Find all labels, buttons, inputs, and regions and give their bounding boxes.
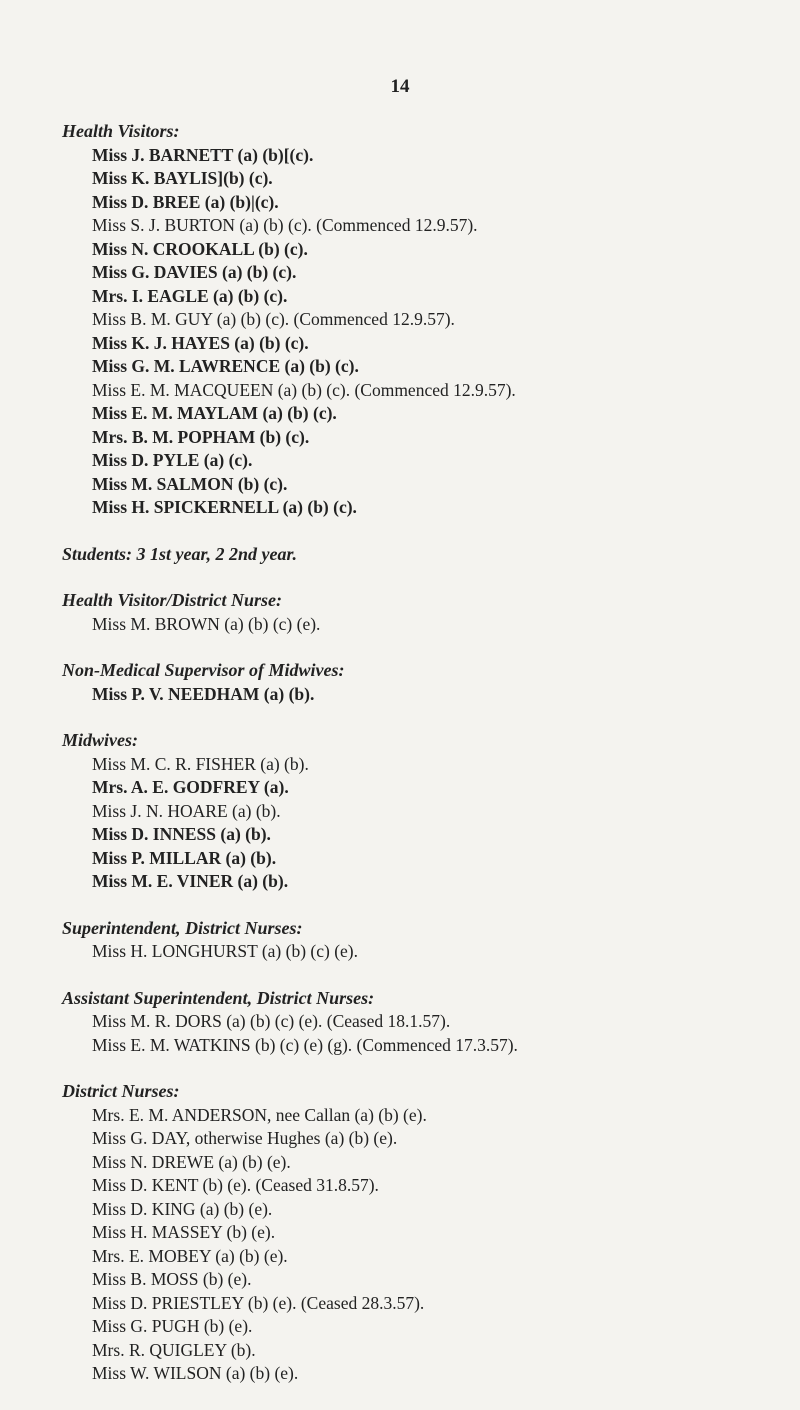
section-heading: Students: 3 1st year, 2 2nd year. [62, 543, 298, 564]
staff-entry: Miss N. DREWE (a) (b) (e). [92, 1151, 291, 1172]
staff-entry: Miss B. M. GUY (a) (b) (c). (Commenced 12.9.57). [92, 309, 455, 329]
staff-section [62, 987, 780, 1058]
staff-entry: Miss H. MASSEY (b) (e). [92, 1222, 276, 1242]
staff-section [62, 543, 780, 567]
staff-section [62, 729, 780, 894]
staff-entry: Miss D. KING (a) (b) (e). [92, 1198, 273, 1219]
staff-entry: Miss D. KENT (b) (e). (Ceased 31.8.57). [92, 1175, 379, 1195]
section-heading: Health Visitors: [62, 121, 180, 141]
staff-entry: Mrs. E. MOBEY (a) (b) (e). [92, 1245, 288, 1266]
staff-entry: Mrs. B. M. POPHAM (b) (c). [92, 426, 310, 447]
staff-entry: Miss G. DAY, otherwise Hughes (a) (b) (e). [92, 1128, 398, 1148]
staff-entry: Miss E. M. WATKINS (b) (c) (e) (g). (Commenced 17.3.57). [92, 1034, 518, 1055]
section-heading: Assistant Superintendent, District Nurses: [62, 987, 375, 1008]
staff-entry: Miss E. M. MACQUEEN (a) (b) (c). (Commenced 12.9.57). [92, 379, 516, 400]
staff-entry: Mrs. I. EAGLE (a) (b) (c). [92, 285, 288, 306]
section-heading: Superintendent, District Nurses: [62, 917, 303, 938]
section-heading: Non-Medical Supervisor of Midwives: [62, 660, 345, 680]
staff-entry: Miss H. LONGHURST (a) (b) (c) (e). [92, 941, 359, 961]
staff-entry: Mrs. E. M. ANDERSON, nee Callan (a) (b) (e). [92, 1104, 427, 1125]
staff-entry: Miss G. M. LAWRENCE (a) (b) (c). [92, 356, 359, 376]
section-heading: Midwives: [62, 730, 138, 750]
staff-entry: Miss D. INNESS (a) (b). [92, 824, 271, 844]
staff-entry: Miss M. E. VINER (a) (b). [92, 871, 289, 891]
staff-section [62, 917, 780, 964]
staff-entry: Miss K. J. HAYES (a) (b) (c). [92, 332, 309, 353]
staff-entry: Miss W. WILSON (a) (b) (e). [92, 1363, 299, 1383]
staff-entry: Miss M. C. R. FISHER (a) (b). [92, 753, 309, 774]
page-number: 14 [390, 76, 410, 97]
staff-entry: Miss M. BROWN (a) (b) (c) (e). [92, 613, 321, 634]
section-heading: Health Visitor/District Nurse: [62, 590, 283, 610]
staff-entry: Miss K. BAYLIS](b) (c). [92, 168, 273, 188]
staff-entry: Miss S. J. BURTON (a) (b) (c). (Commenced 12.9.57). [92, 215, 478, 235]
staff-entry: Miss M. SALMON (b) (c). [92, 473, 288, 494]
staff-entry: Miss J. BARNETT (a) (b)[(c). [92, 144, 314, 165]
staff-entry: Mrs. R. QUIGLEY (b). [92, 1339, 256, 1360]
staff-entry: Miss D. PRIESTLEY (b) (e). (Ceased 28.3.57). [92, 1292, 425, 1313]
staff-entry: Mrs. A. E. GODFREY (a). [92, 777, 289, 797]
staff-entry: Miss H. SPICKERNELL (a) (b) (c). [92, 497, 357, 517]
staff-entry: Miss P. MILLAR (a) (b). [92, 847, 277, 868]
staff-section [62, 659, 780, 706]
staff-entry: Miss D. PYLE (a) (c). [92, 450, 253, 470]
staff-list [62, 120, 780, 1409]
staff-section [62, 120, 780, 520]
section-heading: District Nurses: [62, 1081, 180, 1101]
staff-entry: Miss G. DAVIES (a) (b) (c). [92, 262, 297, 282]
staff-entry: Miss J. N. HOARE (a) (b). [92, 800, 281, 821]
staff-entry: Miss E. M. MAYLAM (a) (b) (c). [92, 403, 337, 423]
staff-entry: Miss P. V. NEEDHAM (a) (b). [92, 683, 315, 704]
staff-section [62, 1080, 780, 1386]
staff-entry: Miss B. MOSS (b) (e). [92, 1269, 252, 1289]
staff-entry: Miss M. R. DORS (a) (b) (c) (e). (Ceased 18.1.57). [92, 1011, 451, 1031]
staff-entry: Miss N. CROOKALL (b) (c). [92, 238, 308, 259]
staff-section [62, 589, 780, 636]
staff-entry: Miss D. BREE (a) (b)|(c). [92, 191, 279, 212]
staff-entry: Miss G. PUGH (b) (e). [92, 1316, 253, 1336]
